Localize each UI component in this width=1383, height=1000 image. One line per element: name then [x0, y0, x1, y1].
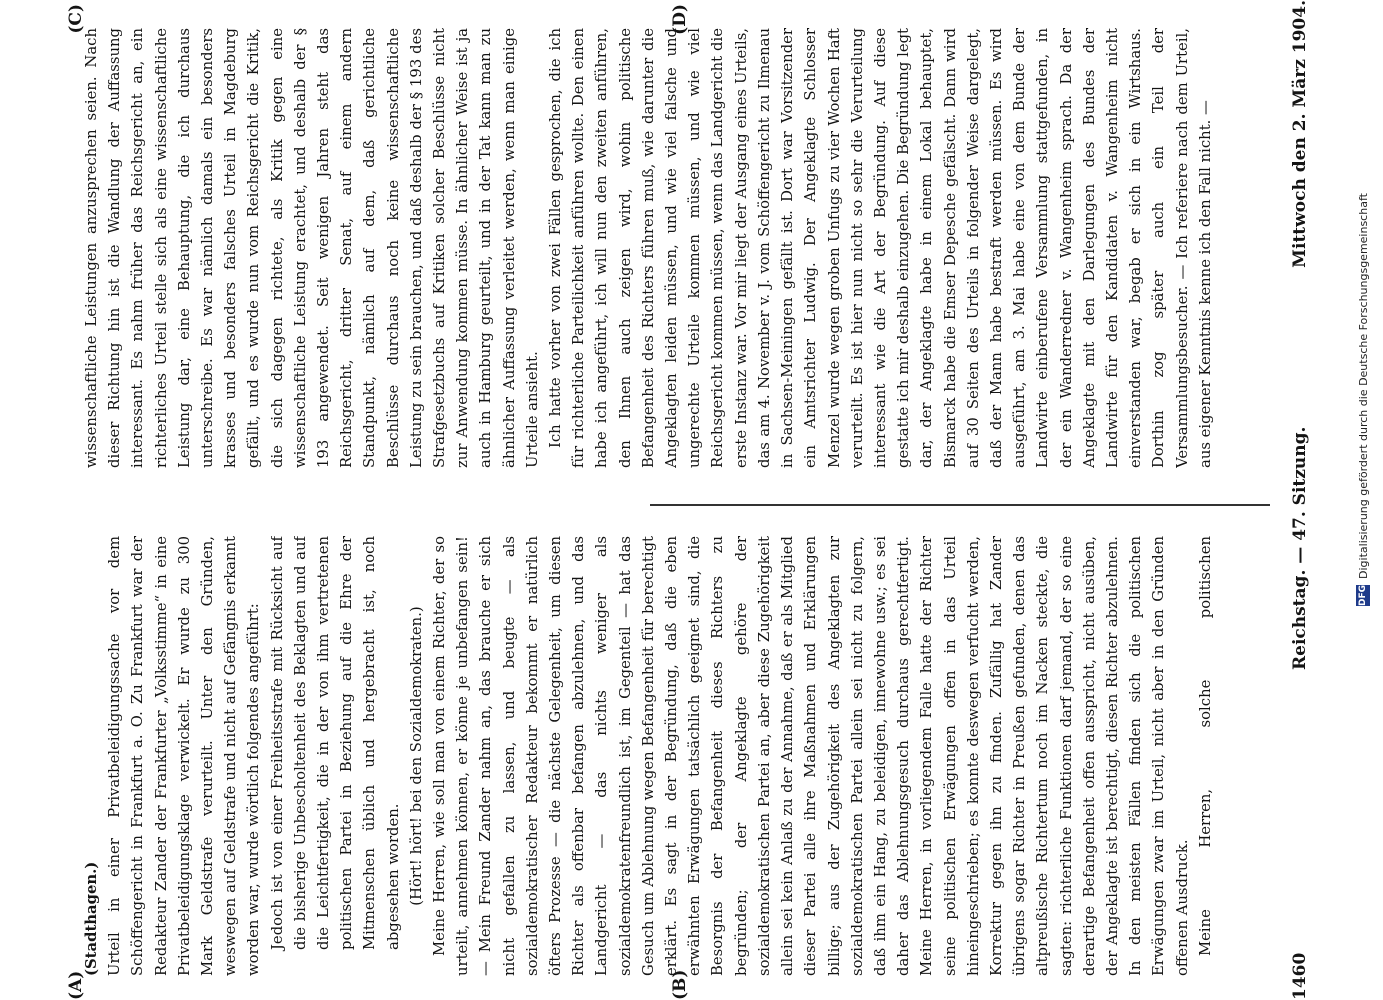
left-column [80, 536, 1220, 976]
column-divider [650, 504, 1270, 506]
margin-label-b: (B) [670, 969, 690, 1000]
section-tag: (Stadthagen.) [83, 861, 100, 976]
digitization-credit [1351, 193, 1375, 606]
page-header [1290, 0, 1318, 1000]
credit-text: Digitalisierung gefördert durch die Deutsche Forschungsgemeinschaft [1356, 193, 1370, 579]
page-number: 1460 [1290, 952, 1310, 1000]
margin-label-a: (A) [66, 970, 86, 1000]
paragraph: Urteil in einer Privatbeleidigungssache vor dem Schöffengericht in Frankfurt a. O. Zu Frankfurt war der Redakteur Zander der Frankfurter „Volksstimme“ in eine Privatbeleidigungsklage verwickelt. Er wurde zu 300 Mark Geldstrafe verurteilt. Unter den Gründen, weswegen auf Geldstrafe und nicht auf Gefängnis erkannt worden war, wurde wörtlich folgendes angeführt: [106, 536, 263, 976]
margin-label-c: (C) [66, 4, 86, 34]
quote: Jedoch ist von einer Freiheitsstrafe mit Rücksicht auf die bisherige Unbescholtenheit des Beklagten und auf die Leichtfertigkeit, die in der von ihm vertretenen politischen Partei in Beziehung auf die Ehre der Mitmenschen üblich und hergebracht ist, noch abgesehen worden. [268, 536, 402, 950]
paragraph: Meine Herren, wie soll man von einem Richter, der so urteilt, annehmen können, er könne je unbefangen sein! — Mein Freund Zander nahm an, das brauche er sich nicht gefallen zu lassen, und beugte — als sozialdemokratischer Redakteur bekommt er natürlich öfters Prozesse — die nächste Gelegenheit, um diesen Richter als offenbar befangen abzulehnen, und das Landgericht — das nichts weniger als sozialdemokratenfreundlich ist, im Gegenteil — hat das Gesuch um Ablehnung wegen Befangenheit für berechtigt erklärt. Es sagt in der Begründung, daß die eben erwähnten Erwägungen tatsächlich geeignet sind, die Besorgnis der Befangenheit dieses Richters zu begründen; der Angeklagte gehöre der sozialdemokratischen Partei an, aber diese Zugehörigkeit allein sei kein Anlaß zu der Annahme, daß er als Mitglied dieser Partei alle ihre Maßnahmen und Erklärungen billige; aus der Zugehörigkeit des Angeklagten zur sozialdemokratischen Partei allein sei nicht zu folgern, daß ihm ein Hang, zu beleidigen, innewohne usw.; es sei daher das Ablehnungsgesuch durchaus gerechtfertigt. Meine Herren, in vorliegendem Falle hatte der Richter seine politischen Erwägungen offen in das Urteil hineingeschrieben; es konnte deswegen verfucht werden, Korrektur gegen ihn zu finden. Zufällig hat Zander übrigens sogar Richter in Preußen gefunden, denen das altpreußische Richtertum noch im Nacken steckte, die sagten: richterliche Funktionen darf jemand, der so eine derartige Befangenheit offen ausspricht, nicht ausüben, der Angeklagte ist berechtigt, diesen Richter abzulehnen. In den meisten Fällen finden sich die politischen Erwägungen zwar im Urteil, nicht aber in den Gründen offenen Ausdruck. [431, 536, 1191, 976]
session-date: Mittwoch den 2. März 1904. [1290, 0, 1310, 268]
quote [1217, 28, 1220, 468]
running-title: Reichstag. — 47. Sitzung. [1290, 426, 1310, 670]
interjection: (Hört! hört! bei den Sozialdemokraten.) [407, 606, 425, 906]
paragraph: wissenschaftliche Leistungen anzusprechen seien. Nach dieser Richtung hin ist die Wandlung der Auffassung interessant. Es nahm früher das Reichsgericht an, ein richterliches Urteil stelle sich als eine wissenschaftliche Leistung dar, eine Behauptung, die ich durchaus unterschreibe. Es war nämlich damals ein besonders krasses und besonders falsches Urteil in Magdeburg gefällt, und es wurde nun vom Reichsgericht die Kritik, die sich dagegen richtete, als Kritik gegen eine wissenschaftliche Leistung erachtet, und deshalb der § 193 angewendet. Seit wenigen Jahren steht das Reichsgericht, dritter Senat, auf einem andern Standpunkt, nämlich auf dem, daß gerichtliche Beschlüsse durchaus noch keine wissenschaftliche Leistung zu sein brauchen, und daß deshalb der § 193 des Strafgesetzbuchs auf Kritiken solcher Beschlüsse nicht zur Anwendung kommen müsse. In ähnlicher Weise ist ja auch in Hamburg geurteilt, und in der Tat kann man zu ähnlicher Auffassung verleitet werden, wenn man einige Urteile ansieht. [83, 28, 541, 468]
paragraph: Ich hatte vorher von zwei Fällen gesprochen, die ich für richterliche Parteilichkeit anführen wollte. Den einen habe ich angeführt, ich will nun den zweiten anführen, den Ihnen auch zeigen wird, wohin politische Befangenheit des Richters führen muß, wie darunter die Angeklagten leiden müssen, und wie viel falsche und ungerechte Urteile kommen müssen, und wie viel Reichsgericht kommen müssen, wenn das Landgericht die erste Instanz war. Vor mir liegt der Ausgang eines Urteils, das am 4. November v. J. vom Schöffengericht zu Ilmenau in Sachsen-Meiningen gefällt ist. Dort war Vorsitzender ein Amtsrichter Ludwig. Der Angeklagte Schlosser Menzel wurde wegen groben Unfugs zu vier Wochen Haft verurteilt. Es ist hier nun nicht so sehr die Verurteilung interessant wie die Art der Begründung. Auf diese gestatte ich mir deshalb einzugehen. Die Begründung legt dar, der Angeklagte habe in einem Lokal behauptet, Bismarck habe die Emser Depesche gefälscht. Dann wird auf 30 Seiten des Urteils in folgender Weise dargelegt, daß der Mann habe bestraft werden müssen. Es wird ausgeführt, am 3. Mai habe eine von dem Bunde der Landwirte einberufene Versammlung stattgefunden, in der ein Wanderredner v. Wangenheim sprach. Da der Angeklagte mit den Darlegungen des Bundes der Landwirte für den Kandidaten v. Wangenheim nicht einverstanden war, begab er sich in ein Wirtshaus. Dorthin zog später auch ein Teil der Versammlungsbesucher. — Ich referiere nach dem Urteil, aus eigener Kenntnis kenne ich den Fall nicht. — [547, 28, 1214, 468]
paragraph: Meine Herren, solche politischen [1196, 536, 1214, 956]
right-column [80, 28, 1220, 468]
dfg-logo: DFG [1358, 584, 1368, 606]
margin-label-d: (D) [670, 4, 690, 35]
